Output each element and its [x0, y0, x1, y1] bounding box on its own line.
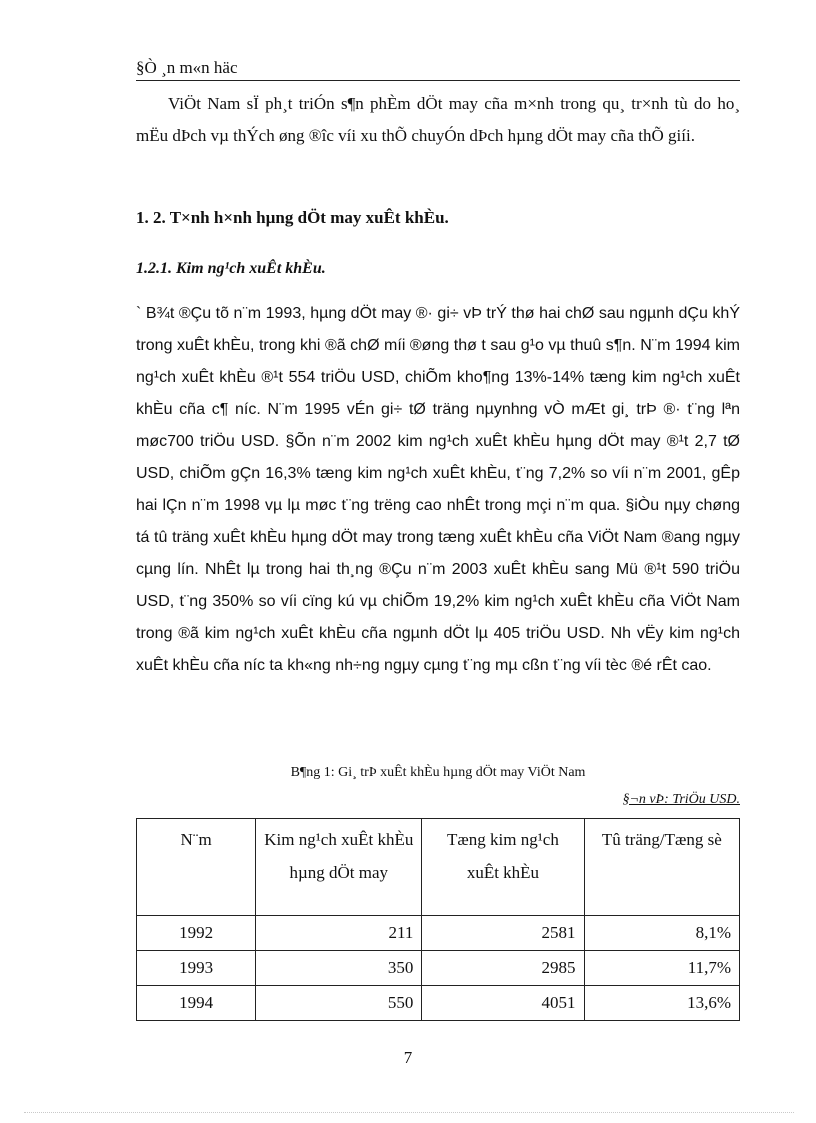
cell-share: 11,7%	[584, 951, 739, 986]
subsection-title: 1.2.1. Kim ng¹ch xuÊt khÈu.	[136, 260, 326, 277]
table-row	[137, 916, 740, 951]
header-total-export: Tæng kim ng¹ch xuÊt khÈu	[422, 819, 584, 916]
table-header-row	[137, 819, 740, 916]
page-header: §Ò ¸n m«n häc	[136, 58, 740, 81]
cell-textile-export: 350	[256, 951, 422, 986]
page-number: 7	[403, 1048, 413, 1067]
cell-year: 1994	[137, 986, 256, 1021]
body-paragraph: ` B¾t ®Çu tõ n¨m 1993, hµng dÖt may ®· gi÷ vÞ trÝ thø hai chØ sau ngµnh dÇu khÝ trong xuÊt khÈu, trong khi ®ã chØ míi ®øng thø t sau g¹o vµ thuû s¶n. N¨m 1994 kim ng¹ch xuÊt khÈu ®¹t 554 triÖu USD, chiÕm kho¶ng 13%-14% tæng kim ng¹ch xuÊt khÈu cña c¶ níc. N¨m 1995 vÉn gi÷ tØ träng nµynhng vÒ mÆt gi¸ trÞ ®· t¨ng lªn møc700 triÖu USD. §Õn n¨m 2002 kim ng¹ch xuÊt khÈu hµng dÖt may ®¹t 2,7 tØ USD, chiÕm gÇn 16,3% tæng kim ng¹ch xuÊt khÈu, t¨ng 7,2% so víi n¨m 2001, gÊp hai lÇn n¨m 1998 vµ lµ møc t¨ng trëng cao nhÊt trong mçi n¨m qua. §iÒu nµy chøng tá tû träng xuÊt khÈu hµng dÖt may trong tæng xuÊt khÈu cña ViÖt Nam ®ang ngµy cµng lín. NhÊt lµ trong hai th¸ng ®Çu n¨m 2003 xuÊt khÈu sang Mü ®¹t 590 triÖu USD, t¨ng 350% so víi cïng kú vµ chiÕm 19,2% kim ng¹ch xuÊt khÈu cña ViÖt Nam trong ®ã kim ng¹ch xuÊt khÈu cña ngµnh dÖt lµ 405 triÖu USD. Nh vËy kim ng¹ch xuÊt khÈu cña níc ta kh«ng nh÷ng ngµy cµng t¨ng mµ cßn t¨ng víi tèc ®é rÊt cao.	[136, 305, 740, 674]
page-bottom-divider	[24, 1112, 794, 1113]
table-row	[137, 986, 740, 1021]
export-table	[136, 818, 740, 1021]
cell-year: 1992	[137, 916, 256, 951]
table-caption: B¶ng 1: Gi¸ trÞ xuÊt khÈu hµng dÖt may ViÖt Nam	[290, 765, 586, 780]
cell-share: 13,6%	[584, 986, 739, 1021]
cell-total-export: 4051	[422, 986, 584, 1021]
cell-share: 8,1%	[584, 916, 739, 951]
cell-total-export: 2581	[422, 916, 584, 951]
cell-total-export: 2985	[422, 951, 584, 986]
cell-textile-export: 550	[256, 986, 422, 1021]
cell-textile-export: 211	[256, 916, 422, 951]
header-year: N¨m	[137, 819, 256, 916]
table-unit: §¬n vÞ: TriÖu USD.	[622, 792, 740, 807]
section-title: 1. 2. T×nh h×nh hµng dÖt may xuÊt khÈu.	[136, 208, 449, 227]
intro-paragraph: ViÖt Nam sÏ ph¸t triÓn s¶n phÈm dÖt may cña m×nh trong qu¸ tr×nh tù do ho¸ mËu dÞch vµ thÝch øng ®îc víi xu thÕ chuyÓn dÞch hµng dÖt may cña thÕ giíi.	[136, 94, 740, 145]
table-row	[137, 951, 740, 986]
cell-year: 1993	[137, 951, 256, 986]
header-textile-export: Kim ng¹ch xuÊt khÈu hµng dÖt may	[256, 819, 422, 916]
header-share: Tû träng/Tæng sè	[584, 819, 739, 916]
